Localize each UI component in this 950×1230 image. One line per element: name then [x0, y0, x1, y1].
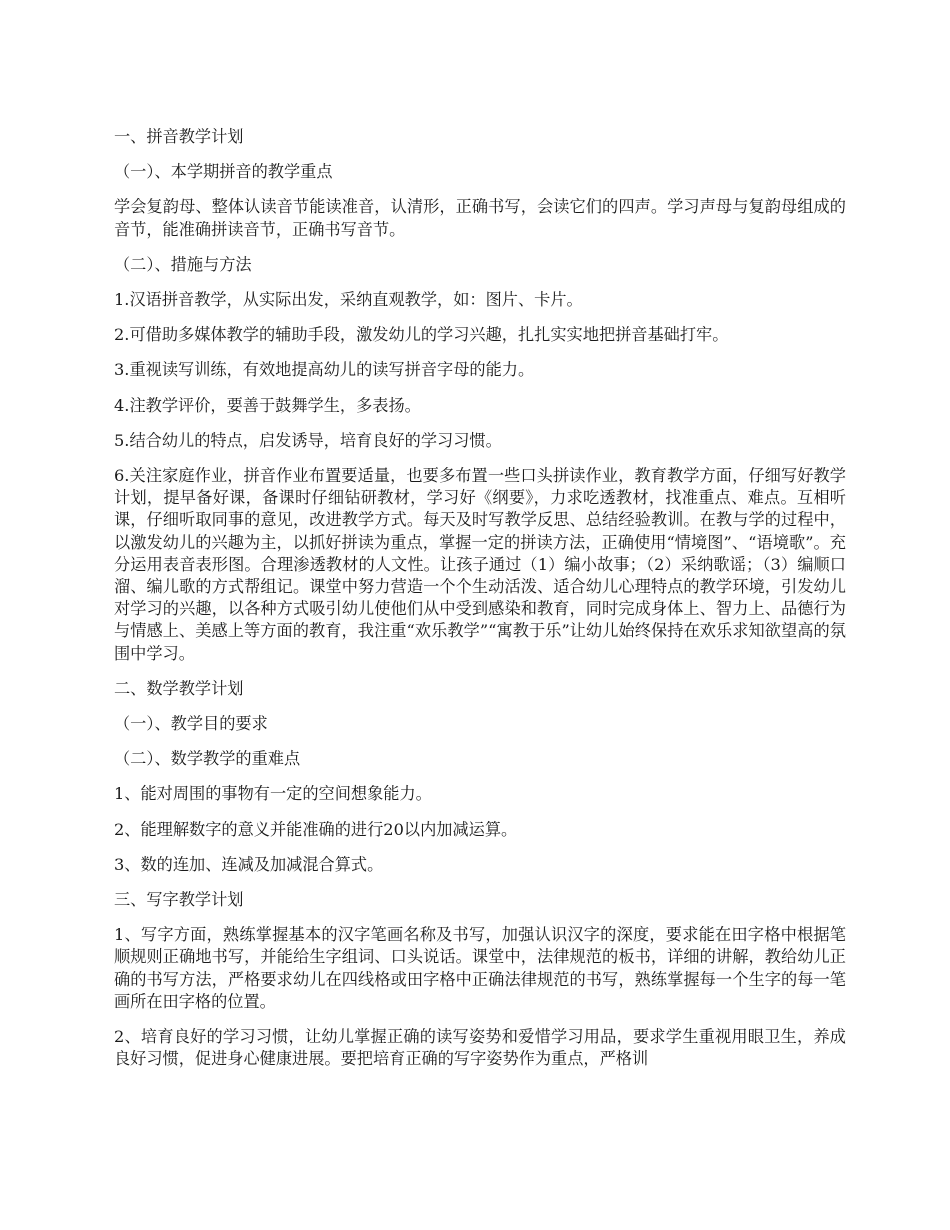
section-heading-writing: 三、写字教学计划: [114, 890, 244, 910]
subsection-heading: （二）、措施与方法: [114, 254, 252, 274]
list-item: 3.重视读写训练，有效地提高幼儿的读写拼音字母的能力。: [114, 360, 535, 380]
list-item: 1、写字方面，熟练掌握基本的汉字笔画名称及书写，加强认识汉字的深度，要求能在田字格中根据笔顺规则正确地书写，并能给生字组词、口头说话。课堂中，法律规范的板书，详细的讲解，教给幼儿正确的书写方法，严格要求幼儿在四线格或田字格中正确法律规范的书写，熟练掌握每一个生字的每一笔画所在田字格的位置。: [114, 925, 846, 1011]
list-item: 1、能对周围的事物有一定的空间想象能力。: [114, 784, 432, 804]
document-body: [114, 126, 846, 1084]
list-item: 2、能理解数字的意义并能准确的进行20以内加减运算。: [114, 819, 518, 839]
section-heading-pinyin: 一、拼音教学计划: [114, 127, 244, 146]
list-item: 1.汉语拼音教学，从实际出发，采纳直观教学，如：图片、卡片。: [114, 290, 583, 310]
list-item: 3、数的连加、连减及加减混合算式。: [114, 854, 384, 874]
list-item: 6.关注家庭作业，拼音作业布置要适量，也要多布置一些口头拼读作业，教育教学方面，仔细写好教学计划，提早备好课，备课时仔细钻研教材，学习好《纲要》，力求吃透教材，找准重点、难点。互相听课，仔细听取同事的意见，改进教学方式。每天及时写教学反思、总结经验教训。在教与学的过程中，以激发幼儿的兴趣为主，以抓好拼读为重点，掌握一定的拼读方法，正确使用“情境图”、“语境歌”。充分运用表音表形图。合理渗透教材的人文性。让孩子通过（1）编小故事；（2）采纳歌谣；（3）编顺口溜、编儿歌的方式帮组记。课堂中努力营造一个个生动活泼、适合幼儿心理特点的教学环境，引发幼儿对学习的兴趣，以各种方式吸引幼儿使他们从中受到感染和教育，同时完成身体上、智力上、品德行为与情感上、美感上等方面的教育，我注重“欢乐教学”“寓教于乐”让幼儿始终保持在欢乐求知欲望高的氛围中学习。: [114, 466, 846, 663]
list-item: 5.结合幼儿的特点，启发诱导，培育良好的学习习惯。: [114, 430, 502, 450]
subsection-heading: （二）、数学教学的重难点: [114, 749, 301, 769]
section-heading-math: 二、数学教学计划: [114, 678, 244, 698]
subsection-heading: （一）、本学期拼音的教学重点: [114, 162, 333, 182]
list-item: 4.注教学评价，要善于鼓舞学生，多表扬。: [114, 395, 421, 415]
subsection-heading: （一）、教学目的要求: [114, 714, 268, 734]
list-item: 2、培育良好的学习习惯，让幼儿掌握正确的读写姿势和爱惜学习用品，要求学生重视用眼卫生，养成良好习惯，促进身心健康进展。要把培育正确的写字姿势作为重点，严格训: [114, 1027, 846, 1069]
paragraph: 学会复韵母、整体认读音节能读准音，认清形，正确书写，会读它们的四声。学习声母与复韵母组成的音节，能准确拼读音节，正确书写音节。: [114, 197, 846, 239]
list-item: 2.可借助多媒体教学的辅助手段，激发幼儿的学习兴趣，扎扎实实地把拼音基础打牢。: [114, 325, 729, 345]
